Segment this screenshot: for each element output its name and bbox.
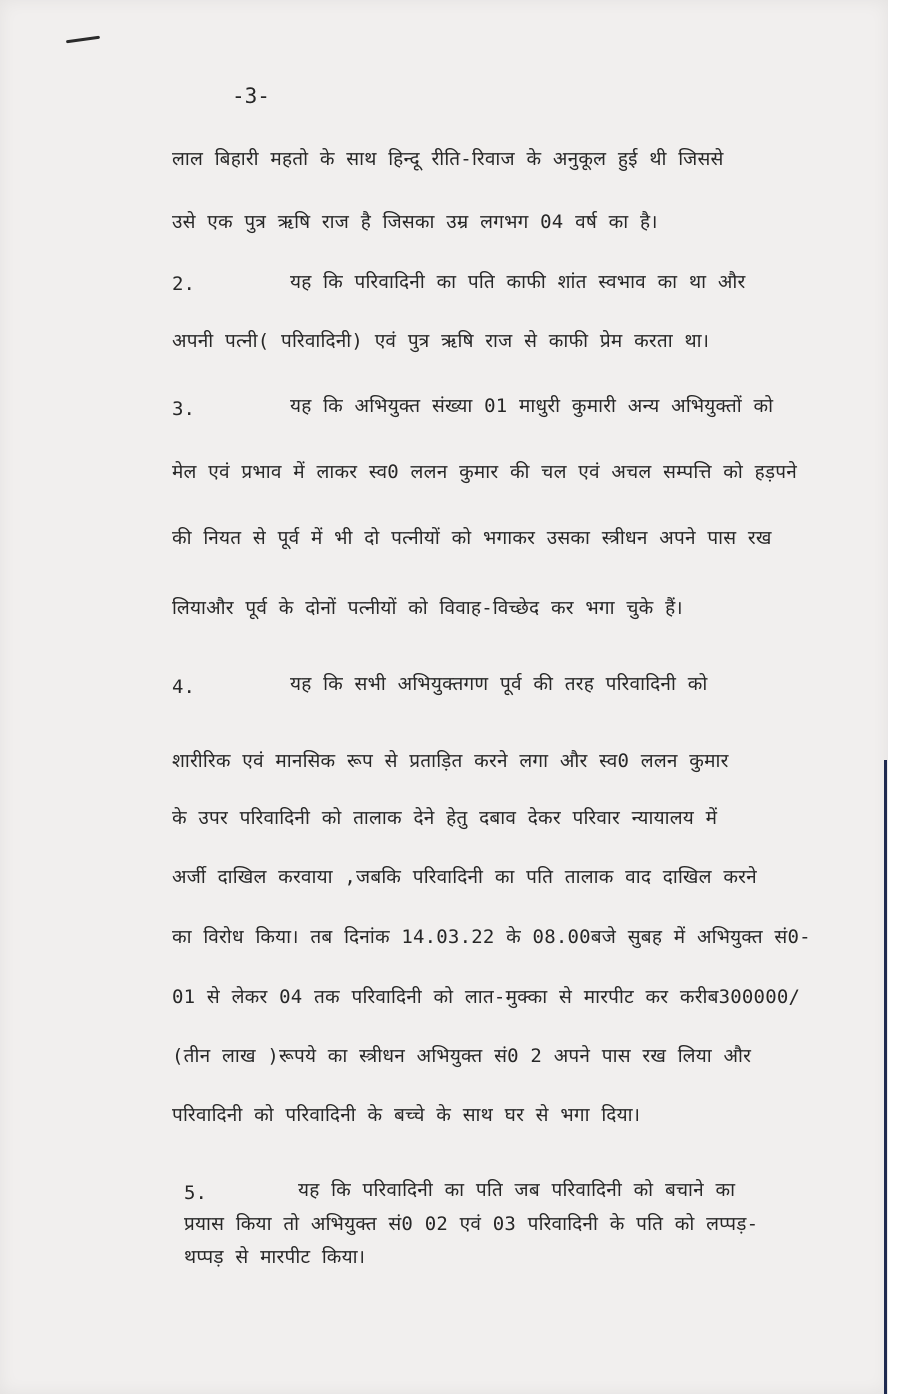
text-line: उसे एक पुत्र ऋषि राज है जिसका उम्र लगभग 04 वर्ष का है। (172, 211, 658, 233)
text-line: यह कि परिवादिनी का पति जब परिवादिनी को बचाने का (298, 1179, 736, 1201)
paragraph-number: 5. (184, 1182, 207, 1204)
text-line: थप्पड़ से मारपीट किया। (184, 1246, 366, 1268)
text-line: प्रयास किया तो अभियुक्त सं0 02 एवं 03 परिवादिनी के पति को लप्पड़- (184, 1213, 759, 1235)
text-line: के उपर परिवादिनी को तालाक देने हेतु दबाव देकर परिवार न्यायालय में (172, 807, 718, 829)
text-line: यह कि सभी अभियुक्तगण पूर्व की तरह परिवादिनी को (290, 673, 708, 695)
page-margin (888, 0, 924, 1394)
paragraph-number: 4. (172, 676, 195, 698)
text-line: की नियत से पूर्व में भी दो पत्नीयों को भगाकर उसका स्त्रीधन अपने पास रख (172, 527, 772, 549)
paragraph-number: 3. (172, 398, 195, 420)
paragraph-number: 2. (172, 273, 195, 295)
text-line: मेल एवं प्रभाव में लाकर स्व0 ललन कुमार की चल एवं अचल सम्पत्ति को हड़पने (172, 461, 798, 483)
text-line: लियाऔर पूर्व के दोनों पत्नीयों को विवाह-विच्छेद कर भगा चुके हैं। (172, 597, 683, 619)
text-line: अपनी पत्नी( परिवादिनी) एवं पुत्र ऋषि राज से काफी प्रेम करता था। (172, 330, 710, 352)
text-line: (तीन लाख )रूपये का स्त्रीधन अभियुक्त सं0 2 अपने पास रख लिया और (172, 1045, 752, 1067)
text-line: का विरोध किया। तब दिनांक 14.03.22 के 08.00बजे सुबह में अभियुक्त सं0- (172, 926, 811, 948)
text-line: 01 से लेकर 04 तक परिवादिनी को लात-मुक्का से मारपीट कर करीब300000/ (172, 986, 801, 1008)
text-line: अर्जी दाखिल करवाया ,जबकि परिवादिनी का पति तालाक वाद दाखिल करने (172, 866, 757, 888)
text-line: परिवादिनी को परिवादिनी के बच्चे के साथ घर से भगा दिया। (172, 1104, 641, 1126)
text-line: लाल बिहारी महतो के साथ हिन्दू रीति-रिवाज के अनुकूल हुई थी जिससे (172, 148, 724, 170)
pen-mark (66, 36, 100, 44)
text-line: यह कि परिवादिनी का पति काफी शांत स्वभाव का था और (290, 271, 746, 293)
binding-edge (884, 760, 887, 1394)
page-number: -3- (232, 84, 270, 108)
text-line: यह कि अभियुक्त संख्या 01 माधुरी कुमारी अन्य अभियुक्तों को (290, 395, 774, 417)
text-line: शारीरिक एवं मानसिक रूप से प्रताड़ित करने लगा और स्व0 ललन कुमार (172, 750, 729, 772)
